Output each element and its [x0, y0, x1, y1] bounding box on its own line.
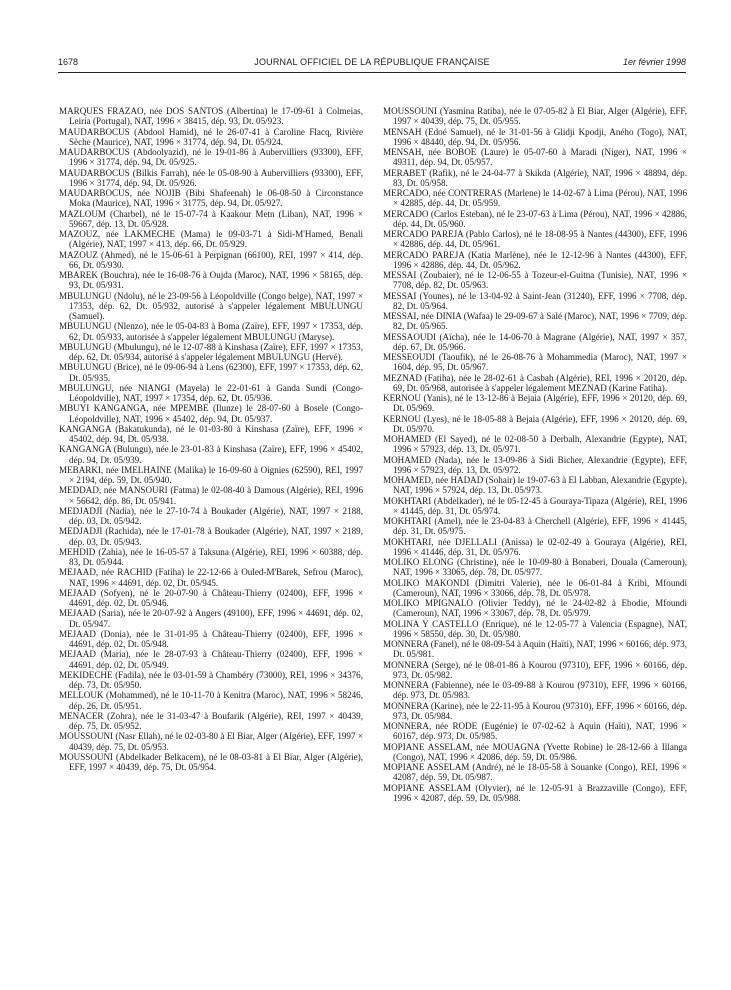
- naturalization-entry: KANGANGA (Bulungu), née le 23-01-83 à Kinshasa (Zaïre), EFF, 1996 × 45402, dép. 94, Dt. 05/939.: [59, 444, 363, 465]
- naturalization-entry: MOHAMED (Nada), née le 13-09-86 à Sidi Bicher, Alexandrie (Egypte), EFF, 1996 × 57923, dép. 13, Dt. 05/972.: [383, 454, 687, 475]
- header-rule: [58, 72, 686, 73]
- naturalization-entry: MBUYI KANGANGA, née MPEMBE (Ilunze) le 28-07-60 à Bosele (Congo-Léopoldville), NAT, 1996 × 45402, dép. 94, Dt. 05/937.: [59, 403, 363, 424]
- naturalization-entry: MONNERA (Karine), née le 22-11-95 à Kourou (97310), EFF, 1996 × 60166, dép. 973, Dt. 05/984.: [383, 700, 687, 721]
- naturalization-entry: MONNERA (Fanel), né le 08-09-54 à Aquin (Haïti), NAT, 1996 × 60166, dép. 973, Dt. 05/981.: [383, 639, 687, 660]
- naturalization-entry: MBULUNGU (Brice), né le 09-06-94 à Lens (62300), EFF, 1997 × 17353, dép. 62, Dt. 05/935.: [59, 362, 363, 383]
- naturalization-entry: KERNOU (Yanis), né le 13-12-86 à Bejaia (Algérie), EFF, 1996 × 20120, dép. 69, Dt. 05/969.: [383, 393, 687, 414]
- naturalization-entry: MELLOUK (Mohammed), né le 10-11-70 à Kenitra (Maroc), NAT, 1996 × 58246, dép. 26, Dt. 05/951.: [59, 690, 363, 711]
- naturalization-entry: MESSAI, née DINIA (Wafaa) le 29-09-67 à Salé (Maroc), NAT, 1996 × 7709, dép. 82, Dt. 05/965.: [383, 311, 687, 332]
- naturalization-entry: MOHAMED (El Sayed), né le 02-08-50 à Derbalh, Alexandrie (Egypte), NAT, 1996 × 57923, dép. 13, Dt. 05/971.: [383, 434, 687, 455]
- naturalization-entry: MONNERA, née RODE (Eugénie) le 07-02-62 à Aquin (Haïti), NAT, 1996 × 60167, dép. 973, Dt. 05/985.: [383, 721, 687, 742]
- naturalization-entry: MENACER (Zohra), née le 31-03-47 à Boufarik (Algérie), REI, 1997 × 40439, dép. 75, Dt. 05/952.: [59, 710, 363, 731]
- naturalization-entry: MAZOUZ (Ahmed), né le 15-06-61 à Perpignan (66100), REI, 1997 × 414, dép. 66, Dt. 05/930.: [59, 249, 363, 270]
- naturalization-entry: MAUDARBOCUS (Abdool Hamid), né le 26-07-41 à Caroline Flacq, Rivière Sèche (Maurice), NAT, 1996 × 31774, dép. 94, Dt. 05/924.: [59, 126, 363, 147]
- naturalization-entry: MERCADO PAREJA (Katia Marlène), née le 12-12-96 à Nantes (44300), EFF, 1996 × 42886, dép. 44, Dt. 05/962.: [383, 249, 687, 270]
- naturalization-entry: MONNERA (Serge), né le 08-01-86 à Kourou (97310), EFF, 1996 × 60166, dép. 973, Dt. 05/982.: [383, 659, 687, 680]
- page-number: 1678: [58, 57, 79, 67]
- naturalization-entry: MOPIANE ASSELAM (André), né le 18-05-58 à Souanke (Congo), REI, 1996 × 42087, dép. 59, Dt. 05/987.: [383, 762, 687, 783]
- naturalization-entry: MOKHTARI (Amel), née le 23-04-83 à Cherchell (Algérie), EFF, 1996 × 41445, dép. 31, Dt. 05/975.: [383, 516, 687, 537]
- naturalization-entry: MERCADO PAREJA (Pablo Carlos), né le 18-08-95 à Nantes (44300), EFF, 1996 × 42886, dép. 44, Dt. 05/961.: [383, 229, 687, 250]
- naturalization-entry: MAUDARBOCUS (Bilkis Farrah), née le 05-08-90 à Aubervilliers (93300), EFF, 1996 × 31774, dép. 94, Dt. 05/926.: [59, 167, 363, 188]
- naturalization-entry: KERNOU (Lyes), né le 18-05-88 à Bejaia (Algérie), EFF, 1996 × 20120, dép. 69, Dt. 05/970.: [383, 413, 687, 434]
- naturalization-entry: MERCADO (Carlos Esteban), né le 23-07-63 à Lima (Pérou), NAT, 1996 × 42886, dép. 44, Dt. 05/960.: [383, 208, 687, 229]
- naturalization-entry: MOPIANE ASSELAM, née MOUAGNA (Yvette Robine) le 28-12-66 à Illanga (Congo), NAT, 1996 × 42086, dép. 59, Dt. 05/986.: [383, 741, 687, 762]
- naturalization-entry: MBULUNGU, née NIANGI (Mayela) le 22-01-61 à Ganda Sundi (Congo-Léopoldville), NAT, 1997 × 17354, dép. 62, Dt. 05/936.: [59, 382, 363, 403]
- naturalization-entry: MAUDARBOCUS (Abdoolyazid), né le 19-01-86 à Aubervilliers (93300), EFF, 1996 × 31774, dép. 94, Dt. 05/925.: [59, 147, 363, 168]
- naturalization-entry: MBULUNGU (Nlenzo), née le 05-04-83 à Boma (Zaïre), EFF, 1997 × 17353, dép. 62, Dt. 05/933, autorisée à s'appeler légalement MBULUNGU (Maryse).: [59, 321, 363, 342]
- naturalization-entry: MEKIDECHE (Fadila), née le 03-01-59 à Chambéry (73000), REI, 1996 × 34376, dép. 73, Dt. 05/950.: [59, 669, 363, 690]
- left-column: [59, 106, 363, 772]
- right-column: [383, 106, 687, 803]
- naturalization-entry: MARQUES FRAZAO, née DOS SANTOS (Albertina) le 17-09-61 à Colmeias, Leiria (Portugal), NAT, 1996 × 38415, dép. 93, Dt. 05/923.: [59, 106, 363, 127]
- naturalization-entry: MERCADO, née CONTRERAS (Marlene) le 14-02-67 à Lima (Pérou), NAT, 1996 × 42885, dép. 44, Dt. 05/959.: [383, 188, 687, 209]
- naturalization-entry: MESSAOUDI (Aïcha), née le 14-06-70 à Magrane (Algérie), NAT, 1997 × 357, dép. 67, Dt. 05/966.: [383, 331, 687, 352]
- naturalization-entry: MEDDAD, née MANSOURI (Fatma) le 02-08-40 à Damous (Algérie), REI, 1996 × 56642, dép. 86, Dt. 05/941.: [59, 485, 363, 506]
- naturalization-entry: MEJAAD (Saria), née le 20-07-92 à Angers (49100), EFF, 1996 × 44691, dép. 02, Dt. 05/947.: [59, 608, 363, 629]
- naturalization-entry: MESSAI (Younes), né le 13-04-92 à Saint-Jean (31240), EFF, 1996 × 7708, dép. 82, Dt. 05/964.: [383, 290, 687, 311]
- naturalization-entry: MENSAH, née BOBOE (Laure) le 05-07-60 à Maradi (Niger), NAT, 1996 × 49311, dép. 94, Dt. 05/957.: [383, 147, 687, 168]
- naturalization-entry: MEZNAD (Fatiha), née le 28-02-61 à Casbah (Algérie), REI, 1996 × 20120, dép. 69, Dt. 05/968, autorisée à s'appeler légalement MEZNAD (Karine Fatiha).: [383, 372, 687, 393]
- naturalization-entry: MESSAI (Zoubaier), né le 12-06-55 à Tozeur-el-Guitna (Tunisie), NAT, 1996 × 7708, dép. 82, Dt. 05/963.: [383, 270, 687, 291]
- naturalization-entry: MEJAAD (Maria), née le 28-07-93 à Château-Thierry (02400), EFF, 1996 × 44691, dép. 02, Dt. 05/949.: [59, 649, 363, 670]
- naturalization-entry: MBULUNGU (Ndolu), né le 23-09-56 à Léopoldville (Congo belge), NAT, 1997 × 17353, dép. 62, Dt. 05/932, autorisé à s'appeler légalement MBULUNGU (Samuel).: [59, 290, 363, 321]
- naturalization-entry: MOLIKO ELONG (Christine), née le 10-09-80 à Bonaberi, Douala (Cameroun), NAT, 1996 × 33065, dép. 78, Dt. 05/977.: [383, 557, 687, 578]
- naturalization-entry: MEDJADJI (Rachida), née le 17-01-78 à Boukader (Algérie), NAT, 1997 × 2189, dép. 03, Dt. 05/943.: [59, 526, 363, 547]
- issue-date: 1er février 1998: [622, 57, 686, 67]
- naturalization-entry: MENSAH (Edoé Samuel), né le 31-01-56 à Glidji Kpodji, Aného (Togo), NAT, 1996 × 48440, dép. 94, Dt. 05/956.: [383, 126, 687, 147]
- naturalization-entry: MBULUNGU (Mbulungu), né le 12-07-88 à Kinshasa (Zaïre), EFF, 1997 × 17353, dép. 62, Dt. 05/934, autorisé à s'appeler légalement MBULUNGU (Hervé).: [59, 341, 363, 362]
- naturalization-entry: MOLIKO MPIGNALO (Olivier Teddy), né le 24-02-82 à Ebodie, Mfoundi (Cameroun), NAT, 1996 × 33067, dép. 78, Dt. 05/979.: [383, 598, 687, 619]
- naturalization-entry: MEHDID (Zahia), née le 16-05-57 à Taksuna (Algérie), REI, 1996 × 60388, dép. 83, Dt. 05/944.: [59, 546, 363, 567]
- naturalization-entry: MOUSSOUNI (Abdelkader Belkacem), né le 08-03-81 à El Biar, Alger (Algérie), EFF, 1997 × 40439, dép. 75, Dt. 05/954.: [59, 751, 363, 772]
- page-header: [58, 57, 686, 73]
- naturalization-entry: MEDJADJI (Nadia), née le 27-10-74 à Boukader (Algérie), NAT, 1997 × 2188, dép. 03, Dt. 05/942.: [59, 505, 363, 526]
- naturalization-entry: MAZLOUM (Charbel), né le 15-07-74 à Kaakour Metn (Liban), NAT, 1996 × 59667, dép. 13, Dt. 05/928.: [59, 208, 363, 229]
- naturalization-entry: MEJAAD, née RACHID (Fatiha) le 22-12-66 à Ouled-M'Barek, Sefrou (Maroc), NAT, 1996 × 44691, dép. 02, Dt. 05/945.: [59, 567, 363, 588]
- naturalization-entry: MONNERA (Fabienne), née le 03-09-88 à Kourou (97310), EFF, 1996 × 60166, dép. 973, Dt. 05/983.: [383, 680, 687, 701]
- journal-title: JOURNAL OFFICIEL DE LA RÉPUBLIQUE FRANÇAISE: [254, 57, 490, 67]
- naturalization-entry: KANGANGA (Bakatukunda), né le 01-03-80 à Kinshasa (Zaïre), EFF, 1996 × 45402, dép. 94, Dt. 05/938.: [59, 423, 363, 444]
- naturalization-entry: MAUDARBOCUS, née NOJIB (Bibi Shafeenah) le 06-08-50 à Circonstance Moka (Maurice), NAT, 1996 × 31775, dép. 94, Dt. 05/927.: [59, 188, 363, 209]
- naturalization-entry: MESSEOUDI (Taoufik), né le 26-08-76 à Mohammedia (Maroc), NAT, 1997 × 1604, dép. 95, Dt. 05/967.: [383, 352, 687, 373]
- naturalization-entry: MOHAMED, née HADAD (Sohair) le 19-07-63 à El Labban, Alexandrie (Egypte), NAT, 1996 × 57924, dép. 13, Dt. 05/973.: [383, 475, 687, 496]
- naturalization-entry: MOKHTARI (Abdelkader), né le 05-12-45 à Gouraya-Tipaza (Algérie), REI, 1996 × 41445, dép. 31, Dt. 05/974.: [383, 495, 687, 516]
- naturalization-entry: MBAREK (Bouchra), née le 16-08-76 à Oujda (Maroc), NAT, 1996 × 58165, dép. 93, Dt. 05/931.: [59, 270, 363, 291]
- naturalization-entry: MEJAAD (Sofyen), né le 20-07-90 à Château-Thierry (02400), EFF, 1996 × 44691, dép. 02, Dt. 05/946.: [59, 587, 363, 608]
- naturalization-entry: MOUSSOUNI (Nasr Ellah), né le 02-03-80 à El Biar, Alger (Algérie), EFF, 1997 × 40439, dép. 75, Dt. 05/953.: [59, 731, 363, 752]
- naturalization-entry: MOUSSOUNI (Yasmina Ratiba), née le 07-05-82 à El Biar, Alger (Algérie), EFF, 1997 × 40439, dép. 75, Dt. 05/955.: [383, 106, 687, 127]
- naturalization-entry: MEBARKI, née IMELHAINE (Malika) le 16-09-60 à Oignies (62590), REI, 1997 × 2194, dép. 59, Dt. 05/940.: [59, 464, 363, 485]
- naturalization-entry: MERABET (Rafik), né le 24-04-77 à Skikda (Algérie), NAT, 1996 × 48894, dép. 83, Dt. 05/958.: [383, 167, 687, 188]
- naturalization-entry: MAZOUZ, née LAKMECHE (Mama) le 09-03-71 à Sidi-M'Hamed, Benali (Algérie), NAT, 1997 × 413, dép. 66, Dt. 05/929.: [59, 229, 363, 250]
- naturalization-entry: MOKHTARI, née DJELLALI (Anissa) le 02-02-49 à Gouraya (Algérie), REI, 1996 × 41446, dép. 31, Dt. 05/976.: [383, 536, 687, 557]
- naturalization-entry: MOLIKO MAKONDI (Dimitri Valerie), née le 06-01-84 à Kribi, Mfoundi (Cameroun), NAT, 1996 × 33066, dép. 78, Dt. 05/978.: [383, 577, 687, 598]
- naturalization-entry: MOPIANE ASSELAM (Olyvier), né le 12-05-91 à Brazzaville (Congo), EFF, 1996 × 42087, dép. 59, Dt. 05/988.: [383, 782, 687, 803]
- naturalization-entry: MOLINA Y CASTELLO (Enrique), né le 12-05-77 à Valencia (Espagne), NAT, 1996 × 58550, dép. 30, Dt. 05/980.: [383, 618, 687, 639]
- naturalization-entry: MEJAAD (Donia), née le 31-01-95 à Château-Thierry (02400), EFF, 1996 × 44691, dép. 02, Dt. 05/948.: [59, 628, 363, 649]
